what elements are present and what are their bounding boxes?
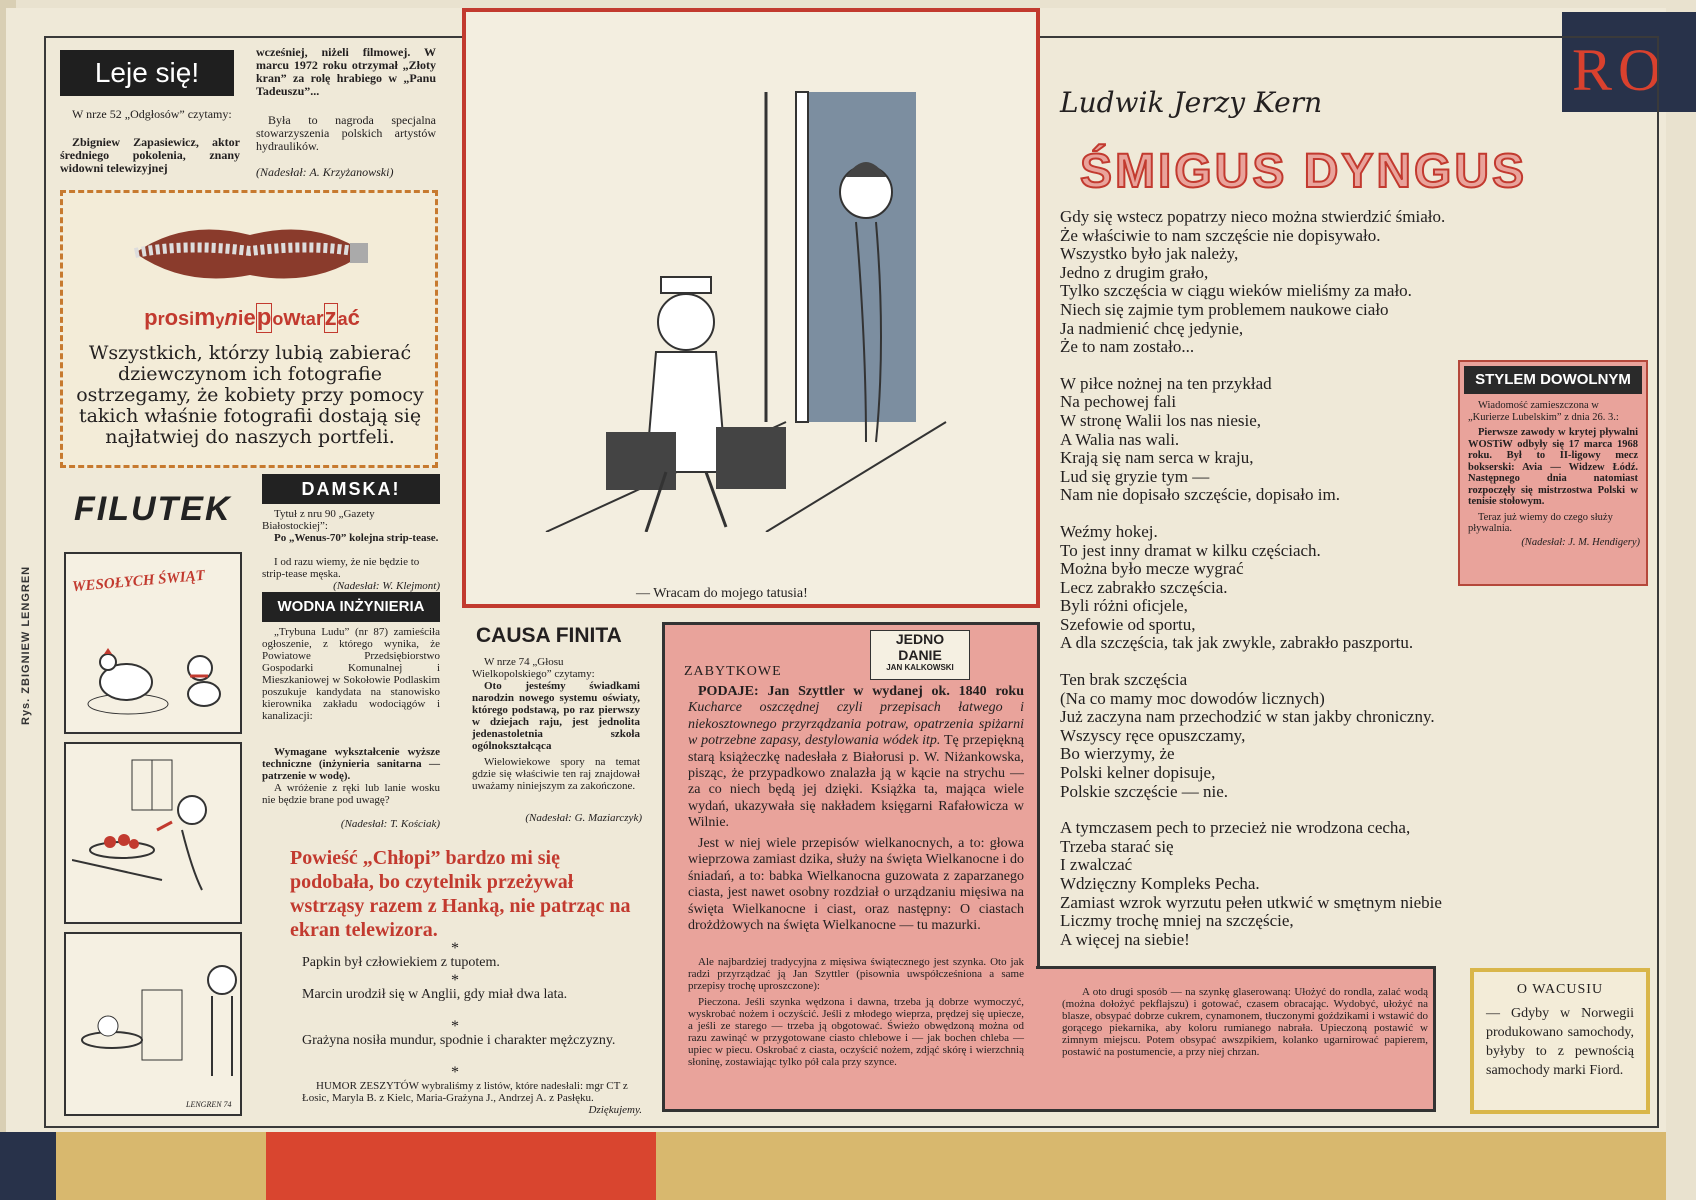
poem-line: To jest inny dramat w kilku częściach.	[1060, 540, 1321, 560]
poem-line: A tymczasem pech to przecież nie wrodzona cecha,	[1060, 818, 1411, 838]
poem-line: Już zaczyna nam przechodzić w stan jakby chroniczny.	[1060, 707, 1435, 727]
wish-text: WESOŁYCH ŚWIĄT	[71, 567, 206, 596]
corner-letters: RO	[1572, 37, 1668, 103]
poem-line: Można było mecze wygrać	[1060, 559, 1244, 579]
jedno-p2: Jest w niej wiele przepisów wielkanocnych, a to: głowa wieprzowa zamiast dzika, służy na święta Wielkanocne i do śniadań, a to: babka Wielkanocna guzowata z zaparzanego ciasta, jest nawet osobny rozdział o urządzaniu mięsiwa na święta Wielkanocne i ciast, oraz następny: O ciastach drożdżowych na święta Wielkanocne — tu mazurki.	[688, 836, 1024, 934]
prosimy-title: prosimyniepowtarzać	[144, 304, 360, 331]
jedno-danie-patch	[1036, 969, 1042, 1109]
damska-intro: Tytuł z nru 90 „Gazety Białostockiej”:	[262, 508, 375, 532]
humor-star-2: *	[451, 972, 459, 989]
causa-title: CAUSA FINITA	[476, 624, 622, 647]
stylem-box	[1458, 360, 1648, 586]
damska-sender: (Nadesłał: W. Klejmont)	[333, 580, 440, 592]
poem-line: Gdy się wstecz popatrzy nieco można stwierdzić śmiało.	[1060, 207, 1446, 226]
damska-quote: Po „Wenus-70” kolejna strip-tease.	[274, 532, 439, 544]
leje-quote-cont: wcześniej, niżeli filmowej. W marcu 1972 roku otrzymał „Złoty kran” za rolę hrabiego w „Panu Tadeuszu”...	[256, 45, 436, 98]
poem-line: Wszystko było jak należy,	[1060, 244, 1239, 264]
comic-panel-1	[64, 552, 242, 734]
poem-line: Wszyscy ręce opuszczamy,	[1060, 725, 1246, 745]
poem-line: Że właściwie to nam szczęście nie dopisywało.	[1060, 225, 1381, 245]
poem-line: Weźmy hokej.	[1060, 521, 1158, 541]
cartoon-frame	[462, 8, 1040, 608]
poem-line: Zamiast wzrok wyrzutu pełen utkwić w smętnym niebie	[1060, 892, 1442, 912]
poem-line: Szefowie od sportu,	[1060, 614, 1196, 634]
poem-line: Na pechowej fali	[1060, 392, 1177, 412]
side-credit: Rys. ZBIGNIEW LENGREN	[20, 565, 32, 725]
poem-line: W stronę Walii los nas niesie,	[1060, 410, 1262, 430]
causa-sender: (Nadesłał: G. Maziarczyk)	[525, 812, 642, 824]
hen-and-dog-drawing	[78, 624, 238, 724]
poem-line: A Walia nas wali.	[1060, 429, 1180, 449]
jedno-danie-logo	[870, 630, 970, 680]
causa-intro: W nrze 74 „Głosu Wielkopolskiego” czytamy:	[472, 656, 595, 680]
poem-line: A więcej na siebie!	[1060, 929, 1190, 949]
poem-line: Bo wierzymy, że	[1060, 744, 1175, 764]
stylem-intro: Wiadomość zamieszczona w „Kurierze Lubelskim” z dnia 26. 3.:	[1468, 400, 1619, 423]
bottom-strip-tan-1	[56, 1132, 266, 1200]
leje-sender: (Nadesłał: A. Krzyżanowski)	[256, 165, 394, 179]
poem-line: W piłce nożnej na ten przykład	[1060, 373, 1272, 393]
poem-line: Ten brak szczęścia	[1060, 670, 1188, 690]
humor-credit: HUMOR ZESZYTÓW wybraliśmy z listów, które nadesłali: mgr CT z Łosic, Maryla B. z Kielc, Maria-Grażyna J., Andrzej A. z Pasłęku.	[302, 1080, 628, 1104]
table-eggs-drawing	[72, 750, 238, 920]
jedno-p3: Ale najbardziej tradycyjna z mięsiwa świątecznego jest szynka. Oto jak radzi przyrządzać ją Jan Szyttler (pisownia uwspółcześniona a same przepisy trochę uproszczone):	[688, 956, 1024, 992]
poem-stanza-4	[1060, 671, 1550, 801]
causa-comment: Wielowiekowe spory na temat gdzie się właściwie ten raj znajdował uważamy niniejszym za zakończone.	[472, 756, 640, 792]
prosimy-text: Wszystkich, którzy lubią zabierać dziewczynom ich fotografie ostrzegamy, że kobiety przy pomocy takich właśnie fotografii dostają się najłatwiej do naszych portfeli.	[76, 342, 424, 448]
cartoon-drawing	[526, 62, 986, 532]
wacus-box	[1470, 968, 1650, 1114]
poem-title: ŚMIGUS DYNGUS	[1080, 145, 1528, 198]
wodna-comment: A wróżenie z ręki lub lanie wosku nie będzie brane pod uwagę?	[262, 782, 440, 806]
wacus-text: — Gdyby w Norwegii produkowano samochody, byłyby to z pewnością samochody marki Fiord.	[1486, 1006, 1634, 1078]
poem-line: Polski kelner dopisuje,	[1060, 763, 1216, 783]
wodna-sender: (Nadesłał: T. Kościak)	[340, 818, 440, 830]
filutek-signature: LENGREN 74	[186, 1100, 232, 1109]
poem-line: (Na co mamy moc dowodów licznych)	[1060, 688, 1325, 708]
jedno-p4: Pieczona. Jeśli szynka wędzona i dawna, trzeba ją dobrze wymoczyć, wyskrobać nożem i oczyścić. Jeśli z młodego wieprza, prędzej się upiecze, a jeśli ze starego — trzeba ją obgotować. Świeżo obwędzoną można od razu zawinąć w przygotowane ciasto chlebowe i — jak bochen chleba — upiec w piecu. Oskrobać z ciasta, oczyścić nożem, zdjąć skórę i wierzchnią słoninę, zostawiając tylko pół cala przy szynce.	[688, 996, 1024, 1068]
cartoon-caption: — Wracam do mojego tatusia!	[636, 586, 808, 601]
poem-line: Wdzięczny Kompleks Pecha.	[1060, 874, 1260, 893]
jedno-p5: A oto drugi sposób — na szynkę glaserowaną: Ułożyć do rondla, zalać wodą (można dołożyć pekflajszu) i gotować, czasem obracając. Wydobyć, ułożyć na blasze, obsypać dobrze cukrem, cynamonem, tłuczonymi goździkami i wstawić do gorącego piekarnika, aby koloru rumianego nabrała. Upieczoną postawić w zimnym miejscu. Potem obsypać awszpikiem, kolanko ugarnirować papierem, postawić na postumencie, a przy niej chrzan.	[1062, 986, 1428, 1058]
jedno-p1-a: PODAJE: Jan Szyttler w wydanej ok. 1840 roku	[698, 684, 1024, 699]
humor-item-1: Papkin był człowiekiem z tupotem.	[302, 955, 500, 970]
poem-line: Nam nie dopisało szczęście, dopisało im.	[1060, 485, 1340, 505]
humor-star-4: *	[451, 1064, 459, 1081]
leje-intro: W nrze 52 „Odgłosów” czytamy:	[72, 107, 232, 121]
wodna-title: WODNA INŻYNIERIA	[262, 592, 440, 622]
poem-stanza-5	[1060, 819, 1550, 949]
poem-line: Że to nam zostało...	[1060, 337, 1195, 357]
poem-line: Tylko szczęścia w ciągu wieków mieliśmy za mało.	[1060, 281, 1412, 301]
poem-line: Trzeba starać się	[1060, 836, 1174, 856]
comic-panel-2	[64, 742, 242, 924]
wacus-title: O WACUSIU	[1516, 982, 1604, 997]
jedno-p1	[688, 684, 1024, 832]
damska-title: DAMSKA!	[262, 474, 440, 504]
poem-stanza-1	[1060, 208, 1550, 357]
poem-author: Ludwik Jerzy Kern	[1060, 86, 1323, 119]
dinner-table-drawing	[72, 940, 238, 1110]
logo-bottom: JAN KALKOWSKI	[886, 663, 954, 672]
stylem-sender: (Nadesłał: J. M. Hendigery)	[1521, 536, 1640, 548]
leje-title: Leje się!	[60, 50, 234, 96]
poem-line: Krają się nam serca w kraju,	[1060, 448, 1254, 468]
comic-panel-3	[64, 932, 242, 1116]
stylem-comment: Teraz już wiemy do czego służy pływalnia.	[1468, 511, 1613, 534]
poem-line: Niech się zajmie tym problemem naukowe ciało	[1060, 299, 1389, 319]
jedno-p1-b: Tę przepiękną starą książeczkę nadesłała z Białorusi p. W. Niżankowska, pisząc, że przypadkowo znalazła ją w kącie na strychu — za co niech będą jej dzięki. Książka ta, mająca wiele wydań, ukazywała się nakładem księgarni Rafałowicza w Wilnie.	[688, 733, 1024, 831]
humor-star-3: *	[451, 1018, 459, 1035]
bottom-strip-navy	[0, 1132, 56, 1200]
humor-thanks: Dziękujemy.	[588, 1104, 642, 1116]
poem-line: Liczmy trochę mniej na szczęście,	[1060, 911, 1294, 931]
leje-quote: Zbigniew Zapasiewicz, aktor średniego pokolenia, znany widowni telewizyjnej	[60, 135, 240, 175]
stylem-title: STYLEM DOWOLNYM	[1464, 366, 1642, 394]
poem-line: Lecz zabrakło szczęścia.	[1060, 577, 1228, 597]
logo-top: JEDNO	[895, 631, 945, 647]
leje-comment: Była to nagroda specjalna stowarzyszenia polskich artystów hydraulików.	[256, 113, 436, 153]
wodna-intro: „Trybuna Ludu” (nr 87) zamieściła ogłoszenie, z którego wynika, że Powiatowe Przedsiębiorstwo Gospodarki Komunalnej i Mieszkaniowej w Sokołowie Podlaskim poszukuje kandydata na stanowisko kierownika zakładu wodociągów i kanalizacji:	[262, 626, 440, 722]
damska-comment: I od razu wiemy, że nie będzie to strip-tease męska.	[262, 556, 420, 580]
causa-quote: Oto jesteśmy świadkami narodzin nowego systemu oświaty, którego podstawą, po raz pierwszy w dziejach raju, jest jednolita jedenastoletnia szkoła ogólnokształcąca	[472, 680, 640, 752]
filutek-logo: FILUTEK	[74, 490, 232, 528]
bottom-strip-tan-2	[656, 1132, 1666, 1200]
bottom-strip-red	[266, 1132, 656, 1200]
zipper-lips-illustration	[125, 213, 375, 293]
prosimy-box	[60, 190, 438, 468]
poem-line: Lud się gryzie tym —	[1060, 466, 1210, 486]
humor-item-2: Marcin urodził się w Anglii, gdy miał dwa lata.	[302, 987, 568, 1002]
poem-line: Ja nadmienić chcę jedynie,	[1060, 318, 1244, 338]
humor-item-3: Grażyna nosiła mundur, spodnie i charakter mężczyzny.	[302, 1033, 616, 1048]
poem-line: Polskie szczęście — nie.	[1060, 781, 1229, 801]
wodna-quote: Wymagane wykształcenie wyższe techniczne (inżynieria sanitarna — patrzenie w wodę).	[262, 746, 440, 782]
logo-mid: DANIE	[898, 647, 942, 663]
poem-line: A dla szczęścia, tak jak zwykle, zabrakło paszportu.	[1060, 633, 1414, 653]
poem-line: I zwalczać	[1060, 855, 1133, 875]
jedno-p1-title: Kucharce oszczędnej czyli przepisach łatwego i niekosztownego przyrządzania potraw, opatrzenia spiżarni w potrzebne zapasy, destylowania wódek itp.	[688, 700, 1024, 749]
chlopi-text: Powieść „Chłopi” bardzo mi się podobała, bo czytelnik przeżywał wstrząsy razem z Hanką, nie patrząc na ekran telewizora.	[290, 847, 631, 941]
poem-line: Byli różni oficjele,	[1060, 596, 1188, 616]
poem-line: Jedno z drugim grało,	[1060, 262, 1209, 282]
humor-star-1: *	[451, 940, 459, 957]
jedno-kicker: ZABYTKOWE	[684, 664, 782, 679]
stylem-quote: Pierwsze zawody w krytej pływalni WOSTiW odbyły się 17 marca 1968 roku. Był to II-ligowy mecz bokserski: Avia — Widzew Łódź. Następnego dnia natomiast rozpoczęły się mistrzostwa Polski w tenisie stołowym.	[1468, 427, 1638, 507]
